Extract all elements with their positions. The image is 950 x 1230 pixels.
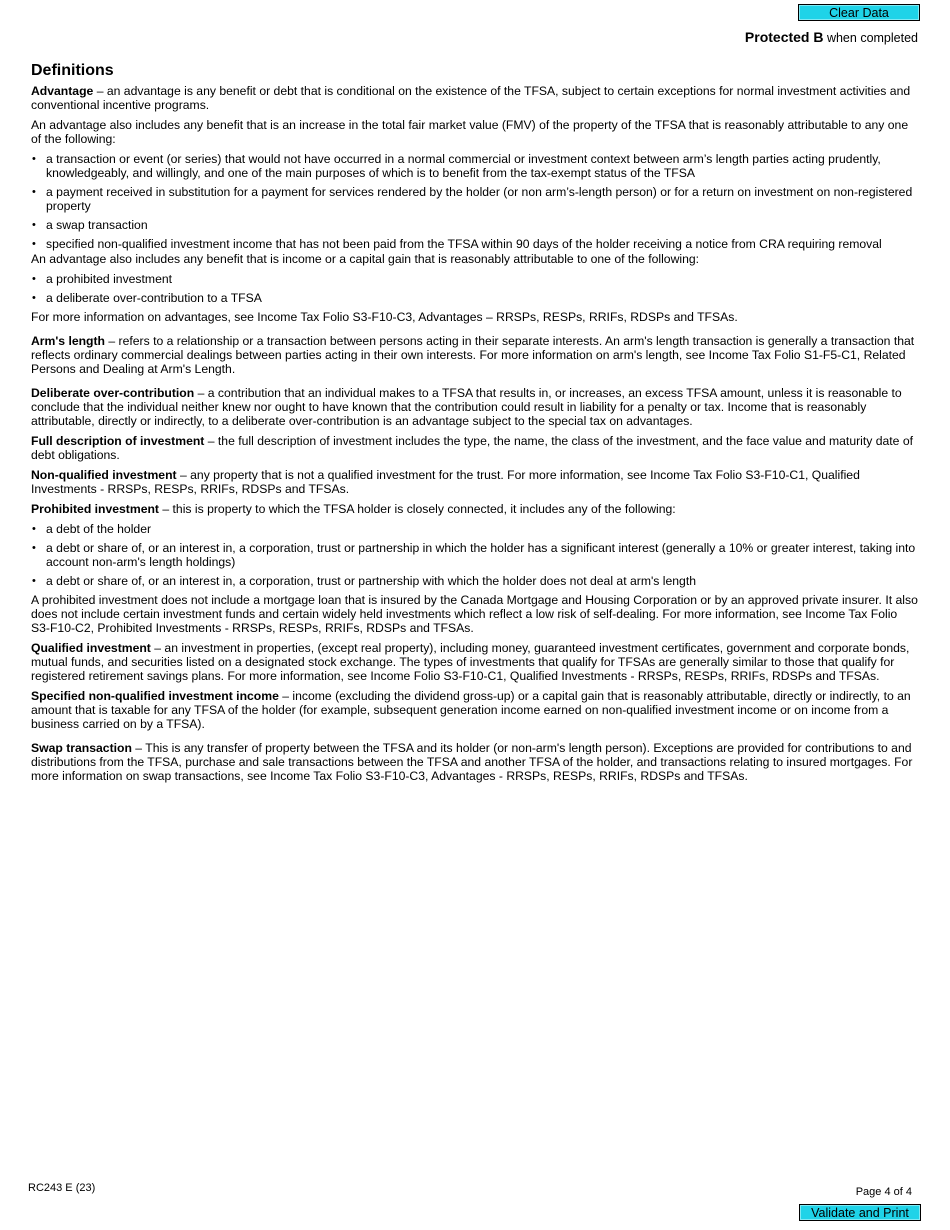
list-item: • a debt of the holder bbox=[46, 522, 919, 536]
section-title: Definitions bbox=[31, 62, 114, 79]
term-advantage: Advantage bbox=[31, 84, 94, 98]
full-description-text: – the full description of investment includes the type, the name, the class of the investment, and the face value and maturity date of debt obligations. bbox=[31, 434, 913, 462]
protected-b-label bbox=[745, 29, 918, 45]
non-qualified-definition bbox=[31, 468, 919, 496]
non-qualified-text: – any property that is not a qualified investment for the trust. For more information, see Income Tax Folio S3-F10-C1, Qualified Investments - RRSPs, RESPs, RRIFs, RDSPs and TFSAs. bbox=[31, 468, 860, 496]
advantage-text: – an advantage is any benefit or debt that is conditional on the existence of the TFSA, subject to certain exceptions for normal investment activities and conventional incentive programs. bbox=[31, 84, 911, 112]
specified-definition bbox=[31, 689, 919, 731]
list-item: • a deliberate over-contribution to a TFSA bbox=[46, 291, 919, 305]
page-number: Page 4 of 4 bbox=[855, 1186, 912, 1198]
swap-text: – This is any transfer of property between the TFSA and its holder (or non-arm's length person). Exceptions are provided for contributions to and distributions from the TFSA, purchase and sale transactions between the TFSA and another TFSA of the holder, and transactions relating to insured mortgages. For more information on swap transactions, see Income Tax Folio S3-F10-C3, Advantages - RRSPs, RESPs, RRIFs, RDSPs and TFSAs. bbox=[31, 741, 913, 783]
protected-b-rest: when completed bbox=[823, 31, 918, 45]
term-non-qualified: Non-qualified investment bbox=[31, 468, 177, 482]
full-description-definition bbox=[31, 434, 919, 462]
list-item: • a swap transaction bbox=[46, 218, 919, 232]
prohibited-paragraph-2: A prohibited investment does not include a mortgage loan that is insured by the Canada Mortgage and Housing Corporation or by an approved private insurer. It also does not include certain investment funds and certain widely held investments which reflect a low risk of self-dealing. For more information, see Income Tax Folio S3-F10-C2, Prohibited Investments - RRSPs, RESPs, RRIFs, RDSPs and TFSAs. bbox=[31, 593, 918, 635]
clear-data-button[interactable]: Clear Data bbox=[798, 4, 920, 21]
term-full-description: Full description of investment bbox=[31, 434, 205, 448]
list-item: • a transaction or event (or series) that would not have occurred in a normal commercial or investment context between arm’s length parties acting prudently, knowledgeably, and willingly, and one of the main purposes of which is to benefit from the tax-exempt status of the TFSA bbox=[46, 152, 919, 180]
advantage-definition bbox=[31, 84, 919, 112]
definitions-section bbox=[31, 64, 919, 789]
list-item: • a payment received in substitution for a payment for services rendered by the holder (or non arm’s-length person) or for a return on investment on non-registered property bbox=[46, 185, 919, 213]
advantage-list-2 bbox=[31, 272, 919, 305]
advantage-paragraph-2: An advantage also includes any benefit that is an increase in the total fair market value (FMV) of the property of the TFSA that is reasonably attributable to any one of the following: bbox=[31, 118, 909, 146]
arms-length-definition bbox=[31, 334, 919, 376]
term-arms-length: Arm's length bbox=[31, 334, 105, 348]
list-item: • a prohibited investment bbox=[46, 272, 919, 286]
list-item: • a debt or share of, or an interest in, a corporation, trust or partnership with which the holder does not deal at arm's length bbox=[46, 574, 919, 588]
validate-and-print-button[interactable]: Validate and Print bbox=[799, 1204, 921, 1221]
swap-definition bbox=[31, 741, 919, 783]
qualified-text: – an investment in properties, (except real property), including money, guaranteed investment certificates, government and corporate bonds, mutual funds, and securities listed on a designated stock exchange. The types of investments that qualify for TFSAs are generally similar to those that qualify for registered retirement savings plans. For more information, see Income Folio S3-F10-C1, Qualified Investments - RRSPs, RESPs, RRIFs, RDSPs and TFSAs. bbox=[31, 641, 910, 683]
advantage-list-1 bbox=[31, 152, 919, 251]
term-deliberate: Deliberate over-contribution bbox=[31, 386, 195, 400]
term-swap: Swap transaction bbox=[31, 741, 132, 755]
list-item: • specified non-qualified investment income that has not been paid from the TFSA within 90 days of the holder receiving a notice from CRA requiring removal bbox=[46, 237, 919, 251]
deliberate-text: – a contribution that an individual makes to a TFSA that results in, or increases, an excess TFSA amount, unless it is reasonable to conclude that the individual neither knew nor ought to have known that the contribution could result in liability for a penalty or tax. Income that is reasonably attributable, directly or indirectly, to a deliberate over-contribution is an advantage subject to the special tax on advantages. bbox=[31, 386, 902, 428]
deliberate-definition bbox=[31, 386, 919, 428]
arms-length-text: – refers to a relationship or a transaction between persons acting in their separate interests. An arm's length transaction is generally a transaction that reflects ordinary commercial dealings between parties acting in their own interests. For more information on arm's length, see Income Tax Folio S1-F5-C1, Related Persons and Dealing at Arm's Length. bbox=[31, 334, 915, 376]
advantage-paragraph-3: An advantage also includes any benefit that is income or a capital gain that is reasonably attributable to one of the following: bbox=[31, 252, 700, 266]
qualified-definition bbox=[31, 641, 919, 683]
prohibited-text: – this is property to which the TFSA holder is closely connected, it includes any of the following: bbox=[159, 502, 676, 516]
list-item: • a debt or share of, or an interest in, a corporation, trust or partnership in which the holder has a significant interest (generally a 10% or greater interest, taking into account non-arm's length holdings) bbox=[46, 541, 919, 569]
term-prohibited: Prohibited investment bbox=[31, 502, 159, 516]
term-qualified: Qualified investment bbox=[31, 641, 151, 655]
protected-b-bold: Protected B bbox=[744, 29, 824, 45]
form-identifier: RC243 E (23) bbox=[28, 1182, 96, 1194]
prohibited-definition bbox=[31, 502, 919, 516]
advantage-paragraph-4: For more information on advantages, see Income Tax Folio S3-F10-C3, Advantages – RRSPs, RESPs, RRIFs, RDSPs and TFSAs. bbox=[31, 310, 738, 324]
specified-text: – income (excluding the dividend gross-up) or a capital gain that is reasonably attributable, directly or indirectly, to an amount that is taxable for any TFSA of the holder (for example, subsequent generation income earned on non-qualified investment income or on income from a business carried on by a TFSA). bbox=[31, 689, 911, 731]
prohibited-list bbox=[31, 522, 919, 588]
term-specified: Specified non-qualified investment income bbox=[31, 689, 279, 703]
